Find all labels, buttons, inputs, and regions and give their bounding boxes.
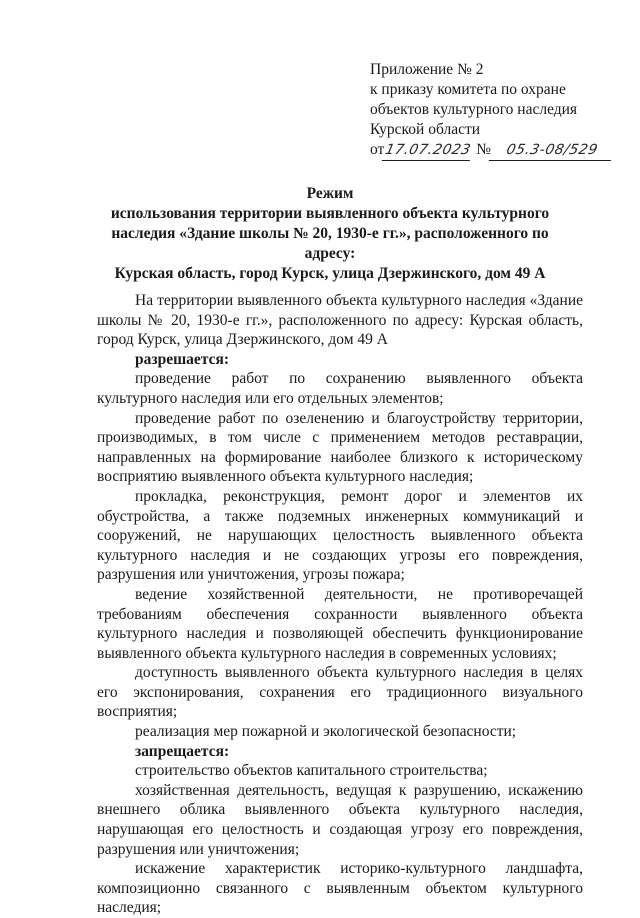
document-body (97, 291, 583, 918)
allowed-item: реализация мер пожарной и экологической безопасности; (135, 723, 517, 741)
allowed-item: проведение работ по сохранению выявленного объекта культурного наследия или его отдельных элементов; (97, 370, 583, 407)
handwritten-date: 17.07.2023 (382, 140, 474, 161)
title-line-2: использования территории выявленного объекта культурного (110, 205, 550, 222)
allowed-item: проведение работ по озеленению и благоустройству территории, производимых, в том числе с применением методов реставрации, направленных на формирование наиболее близкого к историческому восприятию выявленного объекта культурного наследия; (97, 409, 583, 486)
forbidden-heading: запрещается: (135, 742, 230, 760)
order-from-label: от (370, 141, 385, 158)
appendix-order-ref: к приказу комитета по охране (370, 81, 566, 98)
title-line-3: наследия «Здание школы № 20, 1930-е гг.», расположенного по адресу: (111, 225, 549, 262)
order-number-sign: № (476, 141, 491, 158)
appendix-title: Приложение № 2 (370, 61, 484, 78)
allowed-item: ведение хозяйственной деятельности, не противоречащей требованиям обеспечения сохранности выявленного объекта культурного наследия и позволяющей обеспечить функционирование выявленного объекта культурного наследия в современных условиях; (97, 585, 583, 662)
title-line-1: Режим (306, 185, 354, 202)
allowed-item: прокладка, реконструкция, ремонт дорог и элементов их обустройства, а также подземных инженерных коммуникаций и сооружений, не нарушающих целостность выявленного объекта культурного наследия и не создающих угрозы его повреждения, разрушения или уничтожения, угрозы пожара; (97, 487, 583, 584)
forbidden-item: хозяйственная деятельность, ведущая к разрушению, искажению внешнего облика выявленного объекта культурного наследия, нарушающая его целостность и создающая угрозу его повреждения, разрушения или уничтожения; (97, 781, 583, 858)
appendix-region: Курской области (370, 121, 481, 138)
order-date-number (370, 140, 632, 161)
appendix-block (370, 60, 632, 161)
intro-paragraph: На территории выявленного объекта культурного наследия «Здание школы № 20, 1930-е гг.», расположенного по адресу: Курская область, город Курск, улица Дзержинского, дом 49 А (97, 292, 583, 349)
forbidden-item: искажение характеристик историко-культурного ландшафта, композиционно связанного с выявленным объектом культурного наследия; (97, 860, 583, 917)
appendix-committee: объектов культурного наследия (370, 101, 578, 118)
title-line-4: Курская область, город Курск, улица Дзержинского, дом 49 А (114, 265, 546, 282)
document-title (92, 184, 568, 284)
allowed-item: доступность выявленного объекта культурного наследия в целях его экспонирования, сохранения его традиционного визуального восприятия; (97, 664, 583, 721)
allowed-heading: разрешается: (135, 350, 230, 368)
forbidden-item: строительство объектов капитального строительства; (135, 762, 488, 780)
handwritten-order-number: 05.3-08/529 (489, 140, 615, 161)
